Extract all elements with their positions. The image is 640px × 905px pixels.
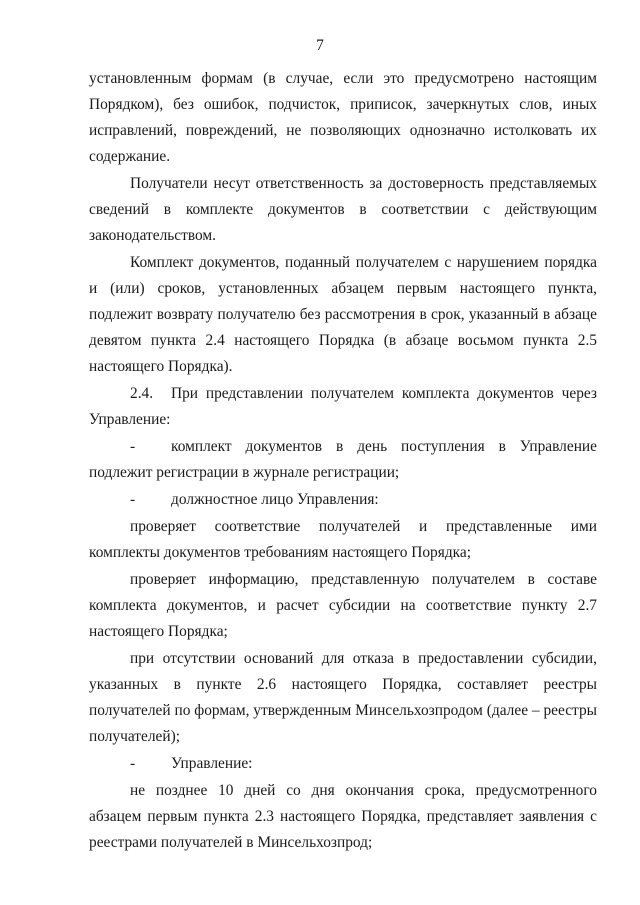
paragraph: при отсутствии оснований для отказа в предоставлении субсидии, указанных в пункте 2.6 настоящего Порядка, составляет реестры получателей по формам, утвержденным Минсельхозпродом (далее – реестры получателей); [89,650,597,745]
paragraph-continuation: установленным формам (в случае, если это предусмотрено настоящим Порядком), без ошибок, подчисток, приписок, зачеркнутых слов, иных исправлений, повреждений, не позволяющих однозначно истолковать их содержание. [89,70,597,165]
dash-marker: - [130,491,136,508]
numbered-clause [89,381,597,433]
paragraph: не позднее 10 дней со дня окончания срока, предусмотренного абзацем первым пункта 2.3 настоящего Порядка, представляет заявления с реестрами получателей в Минсельхозпрод; [89,782,597,851]
page-number: 7 [316,37,324,54]
paragraph: Комплект документов, поданный получателем с нарушением порядка и (или) сроков, установленных абзацем первым настоящего пункта, подлежит возврату получателю без рассмотрения в срок, указанный в абзаце девятом пункта 2.4 настоящего Порядка (в абзаце восьмом пункта 2.5 настоящего Порядка). [89,254,597,375]
dash-marker: - [130,755,136,772]
dash-list-item [89,487,597,513]
dash-list-item [89,751,597,777]
paragraph: проверяет информацию, представленную получателем в составе комплекта документов, и расчет субсидии на соответствие пункту 2.7 настоящего Порядка; [89,571,597,640]
paragraph: проверяет соответствие получателей и представленные ими комплекты документов требованиям настоящего Порядка; [89,518,597,561]
list-item-text: комплект документов в день поступления в Управление подлежит регистрации в журнале регистрации; [89,438,597,481]
clause-number: 2.4. [130,385,154,402]
document-body [89,66,597,857]
list-item-text: должностное лицо Управления: [171,491,379,508]
paragraph: Получатели несут ответственность за достоверность представляемых сведений в комплекте документов в соответствии с действующим законодательством. [89,175,597,244]
dash-marker: - [130,438,136,455]
clause-text: При представлении получателем комплекта документов через Управление: [89,385,597,428]
dash-list-item [89,434,597,486]
list-item-text: Управление: [171,755,253,772]
